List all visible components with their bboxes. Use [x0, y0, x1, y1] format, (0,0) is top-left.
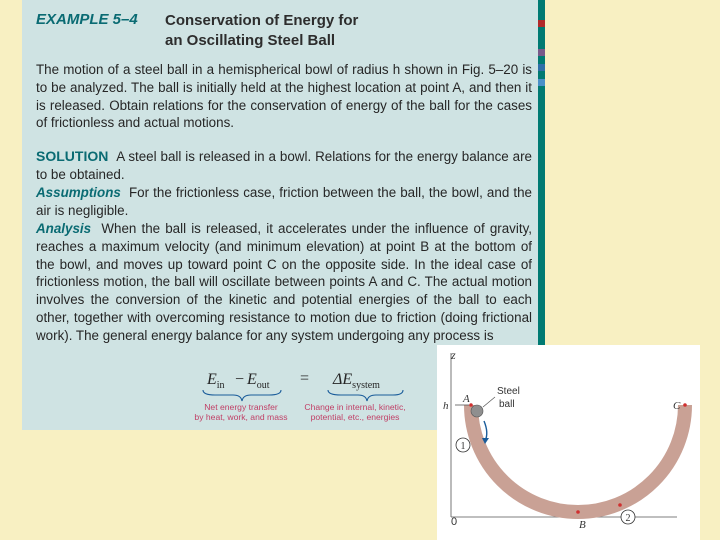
- minus-sign: −: [235, 371, 245, 388]
- e-in: $E_{in}$: [207, 371, 225, 392]
- e-out: $E_{out}$: [247, 371, 270, 392]
- title-line-2: an Oscillating Steel Ball: [165, 32, 336, 49]
- marker-1-label: 1: [460, 441, 466, 452]
- point-c-label: C: [673, 400, 681, 412]
- decor-square: [538, 6, 545, 13]
- ball-leader-line: [483, 397, 495, 407]
- left-brace: [203, 390, 281, 401]
- solution-text: A steel ball is released in a bowl. Relations for the energy balance are to be obtained.: [36, 149, 532, 182]
- assumptions-paragraph: [36, 184, 532, 220]
- left-caption: Net energy transfer by heat, work, and mass: [194, 402, 288, 422]
- example-label: EXAMPLE 5–4: [36, 11, 138, 28]
- point-c-dot: [683, 403, 687, 407]
- equals-sign: =: [300, 370, 310, 387]
- decor-square: [538, 64, 545, 71]
- right-brace: [328, 390, 403, 401]
- right-caption: Change in internal, kinetic, potential, etc., energies: [304, 402, 406, 422]
- bowl: [471, 405, 685, 512]
- decor-square: [538, 49, 545, 56]
- solution-label: SOLUTION: [36, 148, 109, 164]
- problem-statement: The motion of a steel ball in a hemispherical bowl of radius h shown in Fig. 5–20 is to be analyzed. The ball is initially held at the highest location at point A, and then it is released. Obtain relations for the conservation of energy of the ball for the cases of frictionless and actual motions.: [36, 62, 532, 131]
- equation-braces: [195, 389, 405, 403]
- assumptions-label: Assumptions: [36, 185, 121, 200]
- point-b-dot: [576, 510, 580, 514]
- decor-square: [538, 20, 545, 27]
- bowl-figure-svg: [437, 345, 700, 540]
- title-line-1: Conservation of Energy for: [165, 12, 359, 29]
- ball-label: ball: [499, 399, 515, 410]
- h-label: h: [443, 400, 449, 412]
- analysis-label: Analysis: [36, 221, 92, 236]
- example-title: [165, 11, 495, 51]
- bowl-figure: [437, 345, 700, 540]
- delta-e-system: $\Delta E_{system}$: [333, 371, 380, 392]
- point-a-label: A: [463, 393, 470, 405]
- decor-square: [538, 79, 545, 86]
- marker-2-label: 2: [625, 513, 631, 524]
- origin-label: 0: [451, 516, 458, 528]
- solution-paragraph: [36, 148, 532, 184]
- analysis-text: When the ball is released, it accelerates under the influence of gravity, reaches a maximum velocity (and minimum elevation) at point B at the bottom of the bowl, and moves up toward point C on the opposite side. In the ideal case of frictionless motion, the ball will oscillate between points A and C. The actual motion involves the conversion of the kinetic and potential energies of the ball to each other, together with overcoming resistance to motion due to friction (doing frictional work). The general energy balance for any system undergoing any process is: [36, 221, 532, 343]
- z-axis-label: z: [451, 348, 456, 362]
- analysis-paragraph: [36, 220, 532, 345]
- decor-square: [538, 34, 545, 41]
- steel-ball: [471, 405, 483, 417]
- point-b-label: B: [579, 519, 586, 531]
- point-2-dot: [618, 503, 622, 507]
- assumptions-text: For the frictionless case, friction between the ball, the bowl, and the air is negligible.: [36, 185, 532, 218]
- point-a-dot: [469, 403, 473, 407]
- steel-label: Steel: [497, 386, 520, 397]
